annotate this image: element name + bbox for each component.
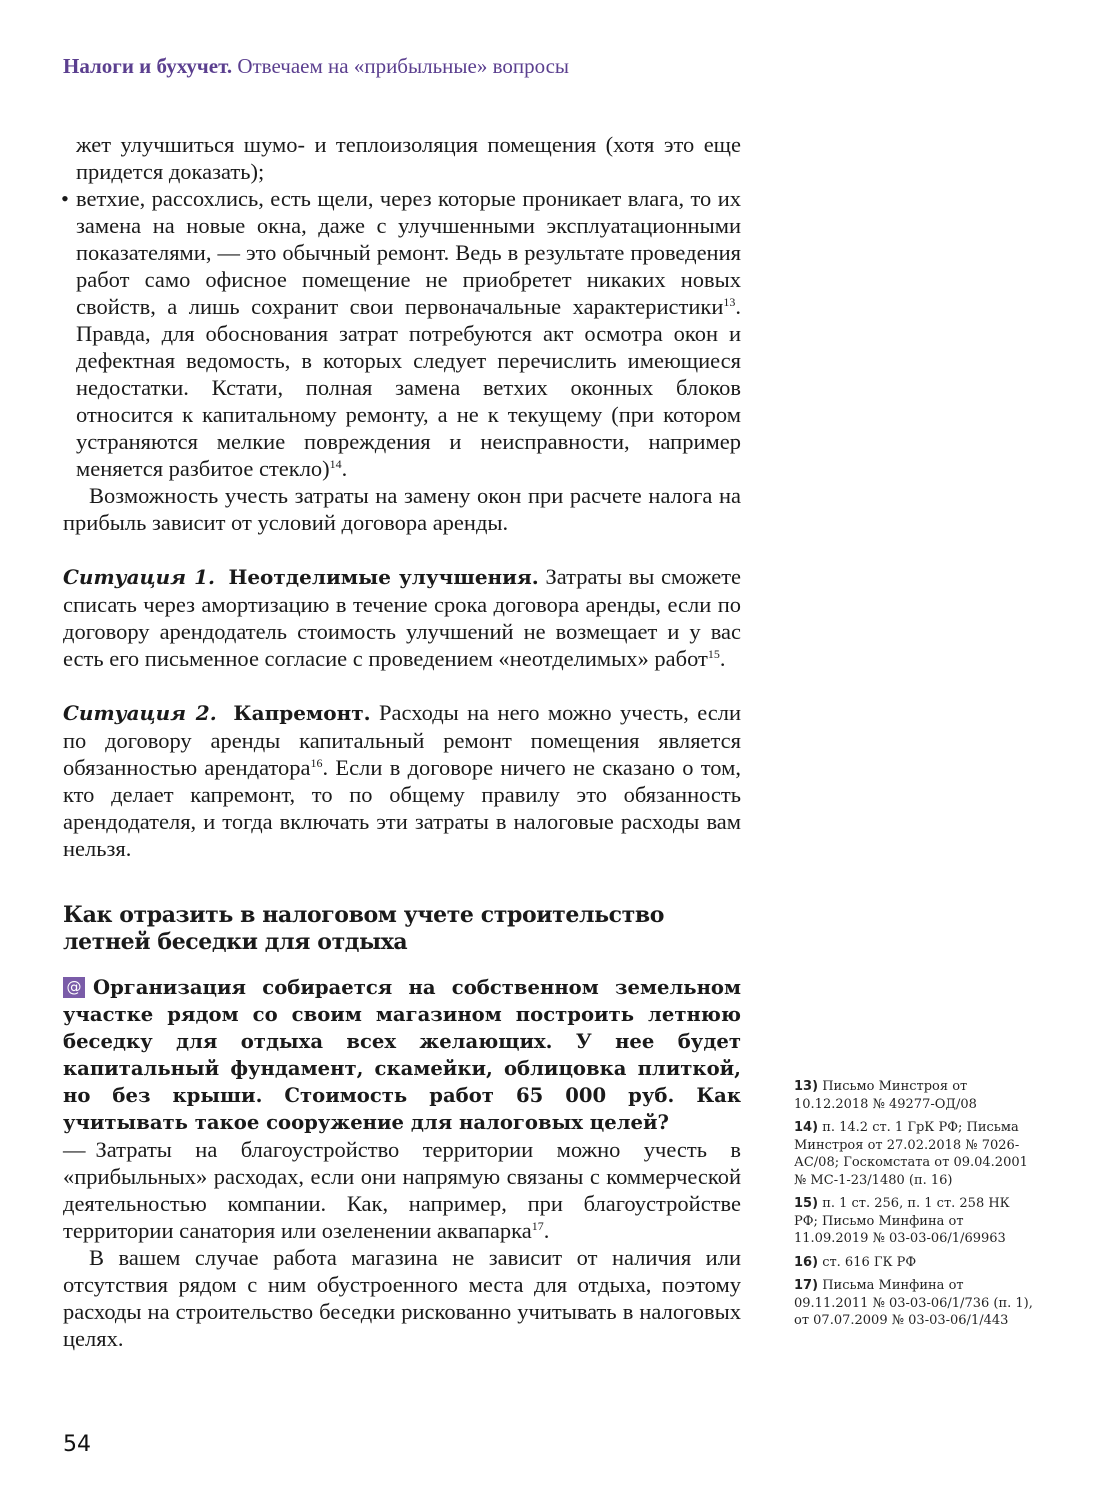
footnote-ref-15[interactable]: 15 bbox=[707, 647, 720, 661]
answer-text: Затраты на благоустройство территории можно учесть в «прибыльных» расходах, если они напрямую связаны с коммерческой деятельностью компании. Как, например, при благоустройстве территории санатория или озеленении аквапарка bbox=[63, 1137, 741, 1244]
running-head-section: Налоги и бухучет. bbox=[63, 54, 233, 78]
footnote-13 bbox=[794, 1078, 1034, 1113]
list-item-text-1: ветхие, рассохлись, есть щели, через которые проникает влага, то их замена на новые окна, даже с улучшенными эксплуатационными показателями, — это обычный ремонт. Ведь в результате проведения работ само офисное помещение не приобретет никаких новых свойств, а лишь сохранит свои первоначальные характеристики bbox=[76, 186, 741, 319]
conclusion-paragraph: В вашем случае работа магазина не зависит от наличия или отсутствия рядом с ним обустроенного места для отдыха, поэтому расходы на строительство беседки рискованно учитывать в налоговых целях. bbox=[63, 1245, 741, 1352]
section-heading: Как отразить в налоговом учете строительство летней беседки для отдыха bbox=[63, 902, 665, 955]
footnote-ref-16[interactable]: 16 bbox=[310, 756, 323, 770]
at-sign-icon: @ bbox=[63, 977, 85, 998]
situation-title: Капремонт. bbox=[233, 701, 371, 725]
question-paragraph bbox=[63, 974, 741, 1136]
footnote-ref-17[interactable]: 17 bbox=[531, 1219, 544, 1234]
answer-paragraph bbox=[63, 1136, 741, 1244]
list-item-text-3: . bbox=[341, 456, 348, 481]
bullet-icon: • bbox=[61, 186, 69, 211]
footnote-number: 13) bbox=[794, 1079, 819, 1094]
footnote-ref-14[interactable]: 14 bbox=[329, 457, 342, 471]
footnote-number: 14) bbox=[794, 1120, 819, 1135]
situation-title: Неотделимые улучшения. bbox=[228, 565, 539, 589]
running-head bbox=[63, 54, 569, 79]
footnote-15 bbox=[794, 1195, 1034, 1248]
situation-2 bbox=[63, 699, 741, 862]
situation-text: Затраты вы сможете списать через амортизацию в течение срока договора аренды, если по договору арендодатель стоимость улучшений не возмещает и у вас есть его письменное согласие с проведением «неотделимых» работ bbox=[63, 564, 742, 671]
list-item-text-2: . Правда, для обоснования затрат потребуются акт осмотра окон и дефектная ведомость, в которых следует перечислить имеющиеся недостатки. Кстати, полная замена ветхих оконных блоков относится к капитальному ремонту, а не к текущему (при котором устраняются мелкие повреждения и неисправности, например меняется разбитое стекло) bbox=[76, 294, 741, 481]
paragraph-possibility: Возможность учесть затраты на замену окон при расчете налога на прибыль зависит от условий договора аренды. bbox=[63, 483, 741, 535]
answer-dash: — bbox=[63, 1137, 86, 1163]
footnotes bbox=[794, 1078, 1034, 1336]
footnote-14 bbox=[794, 1119, 1034, 1189]
continued-list-item: жет улучшиться шумо- и теплоизоляция помещения (хотя это еще придется доказать); bbox=[76, 132, 741, 184]
situation-label: Ситуация 2. bbox=[63, 701, 217, 725]
page-number: 54 bbox=[63, 1432, 91, 1457]
situation-label: Ситуация 1. bbox=[63, 565, 215, 589]
footnote-text: п. 14.2 ст. 1 ГрК РФ; Письма Минстроя от 27.02.2018 № 7026-АС/08; Госкомстата от 09.04.2001 № МС-1-23/1480 (п. 16) bbox=[794, 1120, 1028, 1188]
footnote-ref-13[interactable]: 13 bbox=[723, 295, 736, 309]
situation-tail: . bbox=[719, 646, 726, 671]
question-text: Организация собирается на собственном земельном участке рядом со своим магазином построить летнюю беседку для отдыха всех желающих. У нее будет капитальный фундамент, скамейки, облицовка плиткой, но без крыши. Стоимость работ 65 000 руб. Как учитывать такое сооружение для налоговых целей? bbox=[63, 976, 741, 1135]
footnote-text: Письма Минфина от 09.11.2011 № 03-03-06/1/736 (п. 1), от 07.07.2009 № 03-03-06/1/443 bbox=[794, 1278, 1033, 1328]
footnote-16 bbox=[794, 1254, 1034, 1272]
footnote-text: ст. 616 ГК РФ bbox=[822, 1254, 917, 1270]
footnote-text: п. 1 ст. 256, п. 1 ст. 258 НК РФ; Письмо Минфина от 11.09.2019 № 03-03-06/1/69963 bbox=[794, 1196, 1010, 1246]
footnote-text: Письмо Минстроя от 10.12.2018 № 49277-ОД/08 bbox=[794, 1079, 977, 1112]
answer-tail: . bbox=[543, 1218, 550, 1244]
footnote-number: 16) bbox=[794, 1254, 819, 1270]
list-item bbox=[63, 185, 741, 482]
footnote-number: 17) bbox=[794, 1278, 819, 1293]
situation-text: Расходы на него можно учесть, если по договору аренды капитальный ремонт помещения является обязанностью арендатора bbox=[63, 700, 741, 780]
footnote-number: 15) bbox=[794, 1196, 819, 1211]
footnote-17 bbox=[794, 1277, 1034, 1330]
situation-tail: . Если в договоре ничего не сказано о том, кто делает капремонт, то по общему правилу это обязанность арендодателя, и тогда включать эти затраты в налоговые расходы вам нельзя. bbox=[63, 755, 741, 861]
running-head-title: Отвечаем на «прибыльные» вопросы bbox=[237, 54, 570, 78]
situation-1 bbox=[63, 563, 741, 672]
main-column bbox=[63, 131, 741, 1352]
